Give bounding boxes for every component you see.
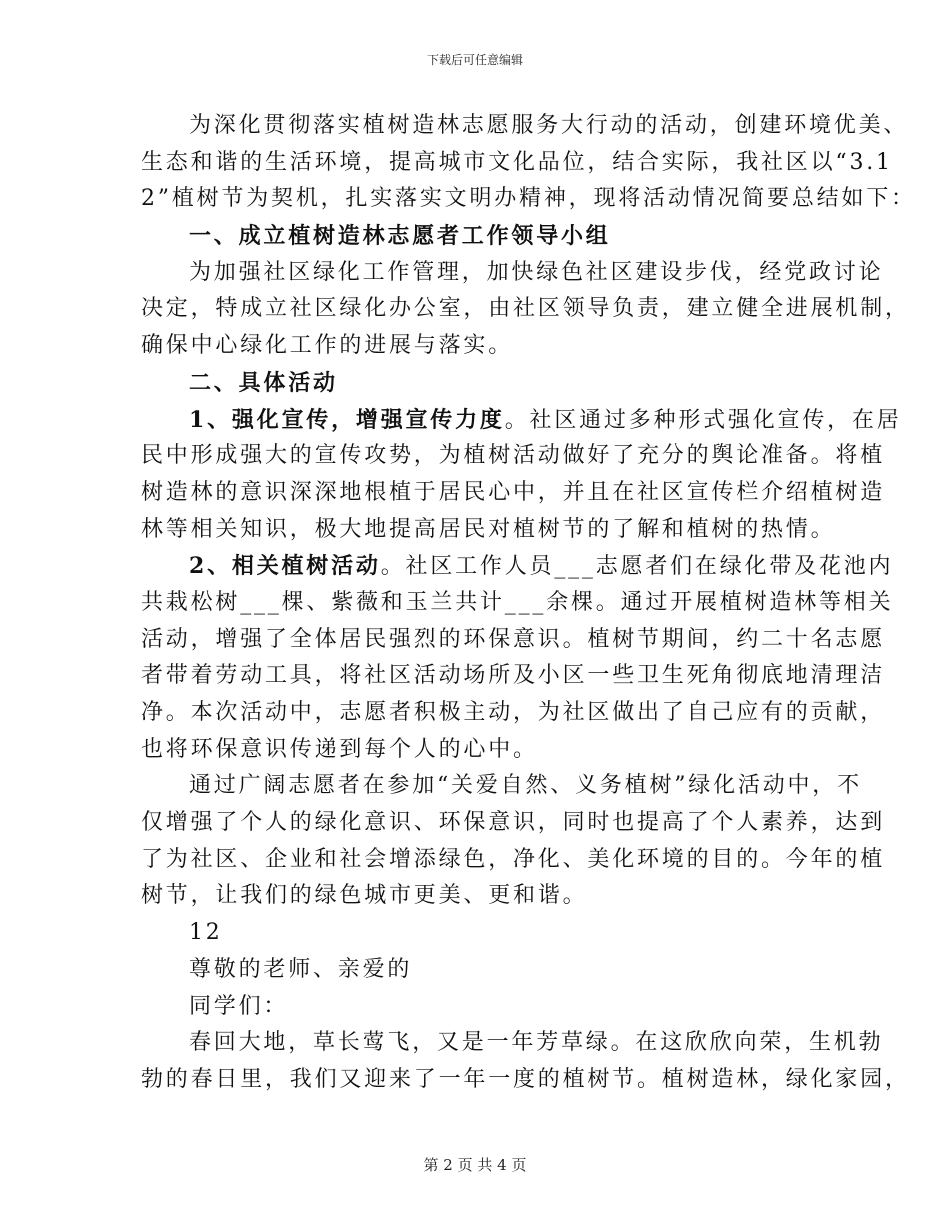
paragraph-line: 2”植树节为契机，扎实落实文明办精神，现将活动情况简要总结如下：	[141, 186, 916, 212]
paragraph-line: 林等相关知识，极大地提高居民对植树节的了解和植树的热情。	[141, 516, 836, 542]
document-body	[141, 108, 916, 1099]
paragraph-line: 了为社区、企业和社会增添绿色，净化、美化环境的目的。今年的植	[141, 846, 886, 872]
paragraph-line: 决定，特成立社区绿化办公室，由社区领导负责，建立健全进展机制，	[141, 296, 910, 322]
paragraph-line: 仅增强了个人的绿化意识、环保意识，同时也提高了个人素养，达到	[141, 810, 886, 836]
salutation-line: 同学们：	[189, 993, 289, 1019]
salutation-line: 尊敬的老师、亲爱的	[189, 956, 413, 982]
section-number: 12	[189, 920, 223, 946]
page-footer: 第 2 页 共 4 页	[423, 1156, 527, 1174]
section-heading: 二、具体活动	[189, 369, 338, 396]
paragraph-line: 通过广阔志愿者在参加“关爱自然、义务植树”绿化活动中，不	[189, 773, 862, 799]
paragraph-line: 树造林的意识深深地根植于居民心中，并且在社区宣传栏介绍植树造	[141, 479, 886, 505]
paragraph-line: 为深化贯彻落实植树造林志愿服务大行动的活动，创建环境优美、	[189, 113, 909, 138]
inline-bold-lead: 2、相关植树活动	[189, 553, 381, 580]
paragraph-line: 者带着劳动工具，将社区活动场所及小区一些卫生死角彻底地清理洁	[141, 663, 886, 689]
section-heading: 一、成立植树造林志愿者工作领导小组	[189, 223, 611, 250]
paragraph-line: 为加强社区绿化工作管理，加快绿色社区建设步伐，经党政讨论	[189, 259, 884, 285]
page-header: 下载后可任意编辑	[426, 53, 523, 67]
paragraph-line: 生态和谐的生活环境，提高城市文化品位，结合实际，我社区以“3.1	[141, 149, 893, 175]
paragraph-line: 共栽松树___棵、紫薇和玉兰共计___余棵。通过开展植树造林等相关	[141, 589, 894, 615]
paragraph-line: 树节，让我们的绿色城市更美、更和谐。	[141, 883, 588, 909]
paragraph-line: 勃的春日里，我们又迎来了一年一度的植树节。植树造林，绿化家园，	[141, 1066, 910, 1092]
inline-text: 。社区工作人员___志愿者们在绿化带及花池内	[380, 554, 894, 580]
inline-bold-lead: 1、强化宣传，增强宣传力度	[189, 406, 505, 433]
paragraph-line: 春回大地，草长莺飞，又是一年芳草绿。在这欣欣向荣，生机勃	[189, 1030, 884, 1056]
paragraph-line	[141, 548, 894, 585]
paragraph-line: 也将环保意识传递到每个人的心中。	[141, 736, 538, 762]
paragraph-line: 确保中心绿化工作的进展与落实。	[141, 333, 514, 359]
paragraph-line: 活动，增强了全体居民强烈的环保意识。植树节期间，约二十名志愿	[141, 626, 886, 652]
inline-text: 。社区通过多种形式强化宣传，在居	[504, 407, 902, 433]
paragraph-line	[141, 402, 902, 439]
paragraph-line: 净。本次活动中，志愿者积极主动，为社区做出了自己应有的贡献，	[141, 700, 886, 725]
paragraph-line: 民中形成强大的宣传攻势，为植树活动做好了充分的舆论准备。将植	[141, 443, 886, 469]
